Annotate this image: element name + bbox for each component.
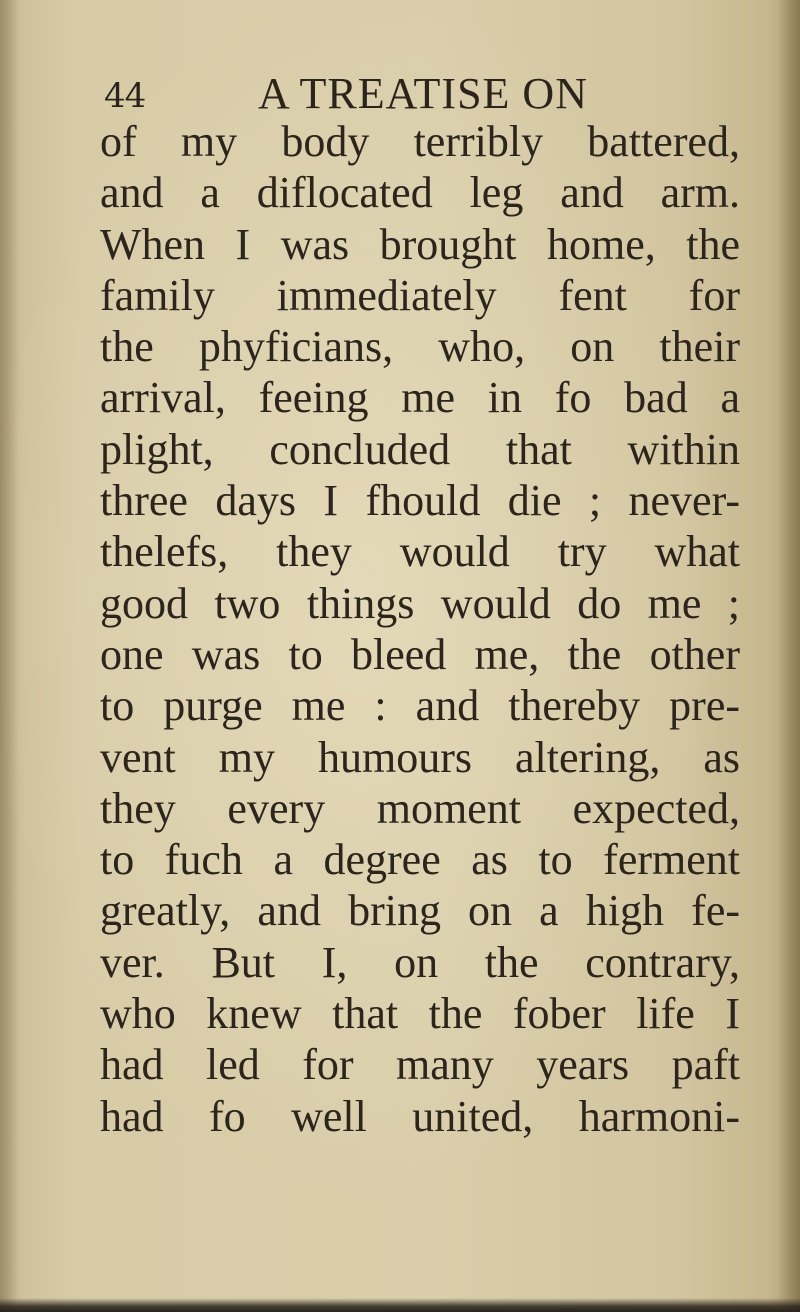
text-line: good two things would do me ; — [100, 578, 740, 628]
body-text — [100, 116, 740, 1142]
page-bottom-edge — [0, 1298, 800, 1312]
text-line: one was to bleed me, the other — [100, 629, 740, 679]
text-line: thelefs, they would try what — [100, 527, 740, 577]
text-line: plight, concluded that within — [100, 424, 740, 474]
text-line: to purge me : and thereby pre- — [100, 681, 740, 731]
running-title: A TREATISE ON — [258, 69, 588, 118]
text-line: greatly, and bring on a high fe- — [100, 886, 740, 936]
text-line: of my body terribly battered, — [100, 117, 740, 166]
text-line: who knew that the fober life I — [100, 989, 740, 1039]
text-line: and a diflocated leg and arm. — [100, 168, 740, 218]
text-line: arrival, feeing me in fo bad a — [100, 373, 740, 423]
text-line: ver. But I, on the contrary, — [100, 937, 740, 987]
page-right-shadow — [778, 0, 800, 1312]
text-line: family immediately fent for — [100, 270, 740, 320]
text-line: they every moment expected, — [100, 783, 740, 833]
page-number: 44 — [104, 76, 146, 116]
page-left-shadow — [0, 0, 18, 1312]
text-line: had led for many years paft — [100, 1040, 740, 1090]
text-line: had fo well united, harmoni- — [100, 1091, 740, 1141]
text-line: three days I fhould die ; never- — [100, 476, 740, 526]
text-line: vent my humours altering, as — [100, 732, 740, 782]
text-line: to fuch a degree as to ferment — [100, 835, 740, 885]
text-line: When I was brought home, the — [100, 219, 740, 269]
text-line: the phyficians, who, on their — [100, 322, 740, 372]
